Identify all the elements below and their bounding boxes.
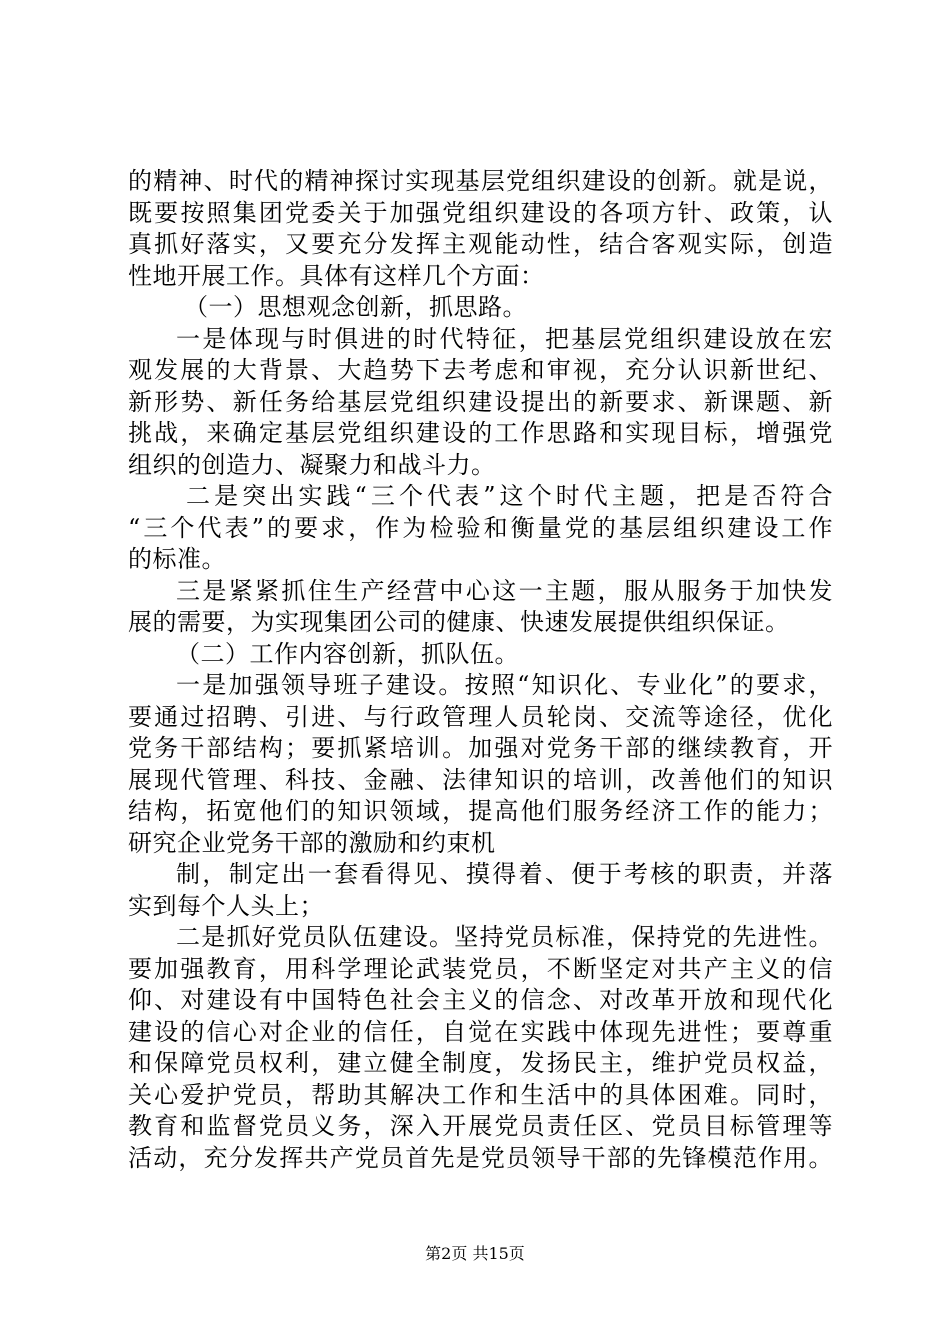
text-line: 真抓好落实，又要充分发挥主观能动性，结合客观实际，创造 xyxy=(128,230,833,258)
text-line: 一是加强领导班子建设。按照“知识化、专业化”的要求， xyxy=(176,671,833,699)
text-line: （二）工作内容创新，抓队伍。 xyxy=(176,639,519,668)
text-line: 观发展的大背景、大趋势下去考虑和审视，充分认识新世纪、 xyxy=(128,356,833,384)
text-line: 制，制定出一套看得见、摸得着、便于考核的职责，并落 xyxy=(176,860,833,888)
text-line: 建设的信心对企业的信任，自觉在实践中体现先进性；要尊重 xyxy=(128,1017,833,1046)
text-line: 教育和监督党员义务，深入开展党员责任区、党员目标管理等 xyxy=(128,1112,833,1140)
text-line: 结构，拓宽他们的知识领域，提高他们服务经济工作的能力； xyxy=(128,797,833,825)
text-line: 二是抓好党员队伍建设。坚持党员标准，保持党的先进性。 xyxy=(176,923,833,951)
text-line: “三个代表”的要求，作为检验和衡量党的基层组织建设工作 xyxy=(128,513,833,542)
text-line: 性地开展工作。具体有这样几个方面： xyxy=(128,261,545,290)
text-line: 要加强教育，用科学理论武装党员，不断坚定对共产主义的信 xyxy=(128,954,833,983)
page-footer: 第2页 共15页 xyxy=(425,1244,525,1263)
text-line: 党务干部结构；要抓紧培训。加强对党务干部的继续教育，开 xyxy=(128,734,833,762)
text-line: 仰、对建设有中国特色社会主义的信念、对改革开放和现代化 xyxy=(128,986,833,1014)
text-line: 既要按照集团党委关于加强党组织建设的各项方针、政策，认 xyxy=(128,198,833,227)
text-line: 一是体现与时俱进的时代特征，把基层党组织建设放在宏 xyxy=(176,324,833,353)
text-line: 三是紧紧抓住生产经营中心这一主题，服从服务于加快发 xyxy=(176,576,833,605)
text-line: 的标准。 xyxy=(128,545,226,573)
body-text xyxy=(128,166,833,1174)
text-line: 展现代管理、科技、金融、法律知识的培训，改善他们的知识 xyxy=(128,765,833,794)
text-line: 研究企业党务干部的激励和约束机 xyxy=(128,828,496,857)
text-line: 和保障党员权利，建立健全制度，发扬民主，维护党员权益， xyxy=(128,1049,833,1077)
text-line: 二是突出实践“三个代表”这个时代主题，把是否符合 xyxy=(186,482,833,510)
text-line: 的精神、时代的精神探讨实现基层党组织建设的创新。就是说， xyxy=(128,167,833,195)
text-line: （一）思想观念创新，抓思路。 xyxy=(184,293,527,321)
text-line: 组织的创造力、凝聚力和战斗力。 xyxy=(128,450,496,479)
text-line: 挑战，来确定基层党组织建设的工作思路和实现目标，增强党 xyxy=(128,419,833,447)
text-line: 关心爱护党员，帮助其解决工作和生活中的具体困难。同时， xyxy=(128,1080,833,1109)
text-line: 新形势、新任务给基层党组织建设提出的新要求、新课题、新 xyxy=(128,387,833,416)
text-line: 活动，充分发挥共产党员首先是党员领导干部的先锋模范作用。 xyxy=(128,1143,833,1172)
text-line: 要通过招聘、引进、与行政管理人员轮岗、交流等途径，优化 xyxy=(128,702,833,731)
text-line: 实到每个人头上； xyxy=(128,891,324,920)
text-line: 展的需要，为实现集团公司的健康、快速发展提供组织保证。 xyxy=(128,608,790,636)
